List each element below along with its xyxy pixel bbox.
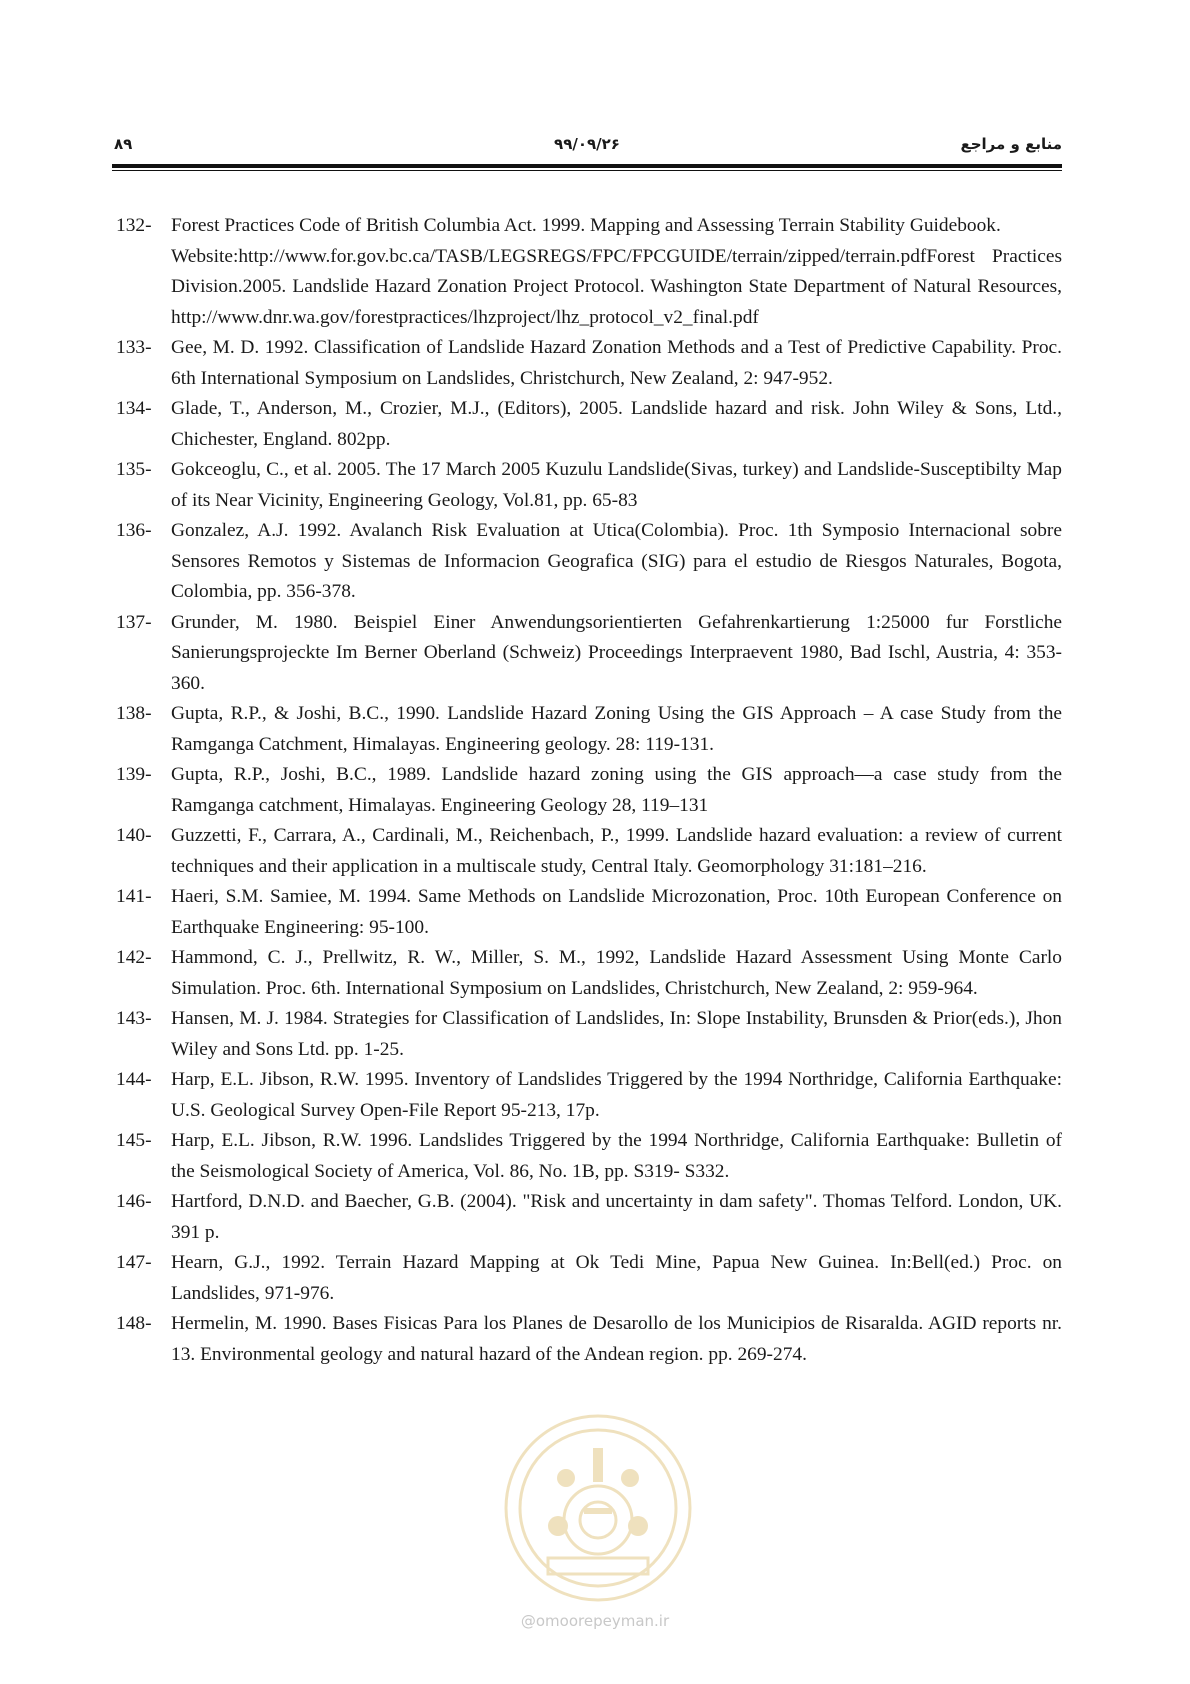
reference-text: Gee, M. D. 1992. Classification of Landslide Hazard Zonation Methods and a Test of Predictive Capability. Proc. 6th International Symposium on Landslides, Christchurch, New Zealand, 2: 947-952.: [171, 337, 1062, 389]
section-title: منابع و مراجع: [960, 135, 1062, 153]
reference-text: Harp, E.L. Jibson, R.W. 1996. Landslides Triggered by the 1994 Northridge, California Earthquake: Bulletin of the Seismological Society of America, Vol. 86, No. 1B, pp. S319- S332.: [171, 1130, 1062, 1182]
watermark-site: @omoorepeyman.ir: [520, 1612, 670, 1630]
reference-number: 147-: [116, 1252, 152, 1273]
reference-number: 141-: [116, 886, 152, 907]
reference-text: Gupta, R.P., Joshi, B.C., 1989. Landslide hazard zoning using the GIS approach—a case study from the Ramganga catchment, Himalayas. Engineering Geology 28, 119–131: [171, 764, 1062, 816]
reference-item: [116, 1004, 1062, 1065]
reference-number: 148-: [116, 1313, 152, 1334]
reference-text: Hansen, M. J. 1984. Strategies for Classification of Landslides, In: Slope Instability, Brunsden & Prior(eds.), Jhon Wiley and Sons Ltd. pp. 1-25.: [171, 1008, 1062, 1060]
reference-text: Grunder, M. 1980. Beispiel Einer Anwendungsorientierten Gefahrenkartierung 1:25000 fur Forstliche Sanierungsprojeckte Im Berner Oberland (Schweiz) Proceedings Interpraevent 1980, Bad Ischl, Austria, 4: 353-360.: [171, 611, 1062, 694]
reference-item: [116, 943, 1062, 1004]
reference-item: [116, 882, 1062, 943]
reference-text: Gokceoglu, C., et al. 2005. The 17 March 2005 Kuzulu Landslide(Sivas, turkey) and Landslide-Susceptibilty Map of its Near Vicinity, Engineering Geology, Vol.81, pp. 65-83: [171, 459, 1062, 511]
reference-text: Hammond, C. J., Prellwitz, R. W., Miller, S. M., 1992, Landslide Hazard Assessment Using Monte Carlo Simulation. Proc. 6th. International Symposium on Landslides, Christchurch, New Zealand, 2: 959-964.: [171, 947, 1062, 999]
reference-item: [116, 699, 1062, 760]
reference-item: [116, 394, 1062, 455]
reference-text: Hermelin, M. 1990. Bases Fisicas Para los Planes de Desarollo de los Municipios de Risaralda. AGID reports nr. 13. Environmental geology and natural hazard of the Andean region. pp. 269-274.: [171, 1313, 1062, 1365]
reference-text: Gonzalez, A.J. 1992. Avalanch Risk Evaluation at Utica(Colombia). Proc. 1th Symposio Internacional sobre Sensores Remotos y Sistemas de Informacion Geografica (SIG) para el estudio de Riesgos Naturales, Bogota, Colombia, pp. 356-378.: [171, 520, 1062, 602]
reference-item: [116, 1309, 1062, 1370]
reference-item: [116, 333, 1062, 394]
reference-item: [116, 516, 1062, 608]
reference-item: [116, 821, 1062, 882]
reference-item: [116, 1126, 1062, 1187]
reference-number: 133-: [116, 337, 152, 358]
reference-text: Guzzetti, F., Carrara, A., Cardinali, M., Reichenbach, P., 1999. Landslide hazard evaluation: a review of current techniques and their application in a multiscale study, Central Italy. Geomorphology 31:181–216.: [171, 825, 1062, 877]
emblem-seal-icon: [498, 1408, 698, 1608]
reference-text: Hearn, G.J., 1992. Terrain Hazard Mapping at Ok Tedi Mine, Papua New Guinea. In:Bell(ed.) Proc. on Landslides, 971-976.: [171, 1252, 1062, 1304]
reference-number: 137-: [116, 611, 152, 633]
reference-item: [116, 1065, 1062, 1126]
reference-text: Gupta, R.P., & Joshi, B.C., 1990. Landslide Hazard Zoning Using the GIS Approach – A case Study from the Ramganga Catchment, Himalayas. Engineering geology. 28: 119-131.: [171, 703, 1062, 755]
reference-item: [116, 211, 1062, 333]
reference-text: Harp, E.L. Jibson, R.W. 1995. Inventory of Landslides Triggered by the 1994 Northridge, California Earthquake: U.S. Geological Survey Open-File Report 95-213, 17p.: [171, 1069, 1062, 1121]
reference-number: 138-: [116, 703, 152, 724]
header-rule-thick: [112, 164, 1062, 168]
reference-number: 142-: [116, 947, 152, 968]
reference-number: 144-: [116, 1069, 152, 1090]
reference-number: 139-: [116, 764, 152, 785]
reference-list: [116, 211, 1062, 1370]
reference-item: [116, 1248, 1062, 1309]
reference-text: Haeri, S.M. Samiee, M. 1994. Same Methods on Landslide Microzonation, Proc. 10th European Conference on Earthquake Engineering: 95-100.: [171, 886, 1062, 938]
reference-text: Hartford, D.N.D. and Baecher, G.B. (2004). "Risk and uncertainty in dam safety". Thomas Telford. London, UK. 391 p.: [171, 1191, 1062, 1243]
reference-extra-text: Website:http://www.for.gov.bc.ca/TASB/LEGSREGS/FPC/FPCGUIDE/terrain/zipped/terrain.pdfForest Practices Division.2005. Landslide Hazard Zonation Project Protocol. Washington State Department of Natural Resources,: [171, 245, 1062, 297]
reference-number: 145-: [116, 1130, 152, 1151]
page-header: [112, 133, 1062, 159]
reference-number: 140-: [116, 825, 152, 846]
page-number: ۸۹: [114, 135, 133, 153]
reference-number: 136-: [116, 520, 152, 541]
header-rule-thin: [112, 170, 1062, 171]
reference-item: [116, 1187, 1062, 1248]
reference-text: Forest Practices Code of British Columbia Act. 1999. Mapping and Assessing Terrain Stability Guidebook.: [171, 215, 1001, 236]
reference-number: 134-: [116, 398, 152, 419]
reference-url: http://www.dnr.wa.gov/forestpractices/lhzproject/lhz_protocol_v2_final.pdf: [171, 306, 759, 328]
reference-item: [116, 455, 1062, 516]
reference-number: 132-: [116, 215, 152, 236]
reference-number: 135-: [116, 459, 152, 480]
reference-text: Glade, T., Anderson, M., Crozier, M.J., (Editors), 2005. Landslide hazard and risk. John Wiley & Sons, Ltd., Chichester, England. 802pp.: [171, 398, 1062, 450]
reference-number: 143-: [116, 1008, 152, 1029]
reference-item: [116, 608, 1062, 700]
reference-number: 146-: [116, 1191, 152, 1212]
reference-item: [116, 760, 1062, 821]
header-date: ۹۹/۰۹/۲۶: [554, 135, 620, 153]
